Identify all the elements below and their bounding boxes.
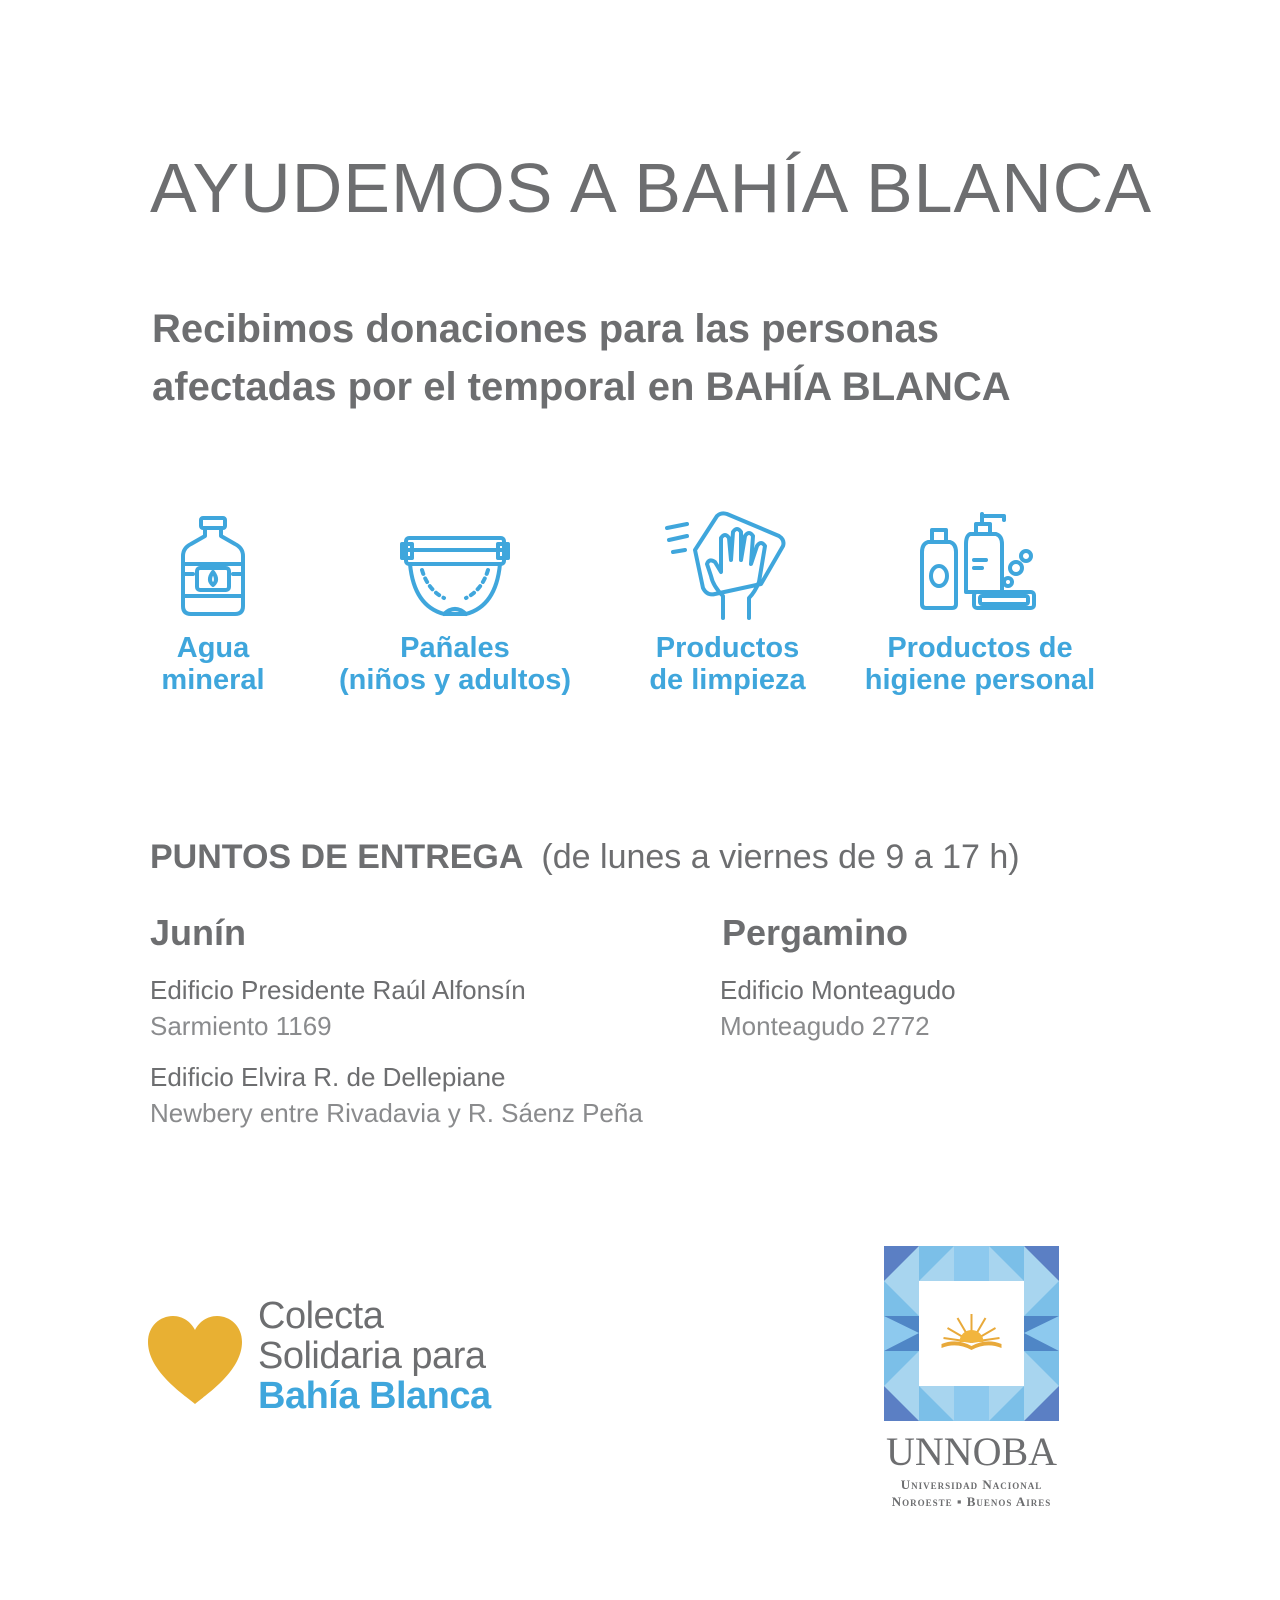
page-subtitle <box>152 300 1152 416</box>
hygiene-products-icon <box>920 510 1040 620</box>
item-label-cleaning: Productos de limpieza <box>649 632 806 696</box>
location-address: Newbery entre Rivadavia y R. Sáenz Peña <box>150 1098 643 1128</box>
water-jug-icon <box>173 510 253 620</box>
subtitle-line-2: afectadas por el temporal en BAHÍA BLANCA <box>152 365 1011 409</box>
donation-item-water <box>138 510 288 696</box>
delivery-heading <box>150 838 1020 877</box>
page-title: AYUDEMOS A BAHÍA BLANCA <box>150 149 1153 227</box>
unnoba-emblem-icon <box>884 1246 1059 1421</box>
item-label-hygiene: Productos de higiene personal <box>864 632 1096 696</box>
delivery-title: PUNTOS DE ENTREGA <box>150 838 524 876</box>
item-label-water: Agua mineral <box>161 632 265 696</box>
location-name: Edificio Monteagudo <box>720 975 956 1005</box>
city-pergamino: Pergamino <box>722 912 909 953</box>
donation-item-diapers <box>330 510 580 696</box>
location-alfonsin <box>150 972 526 1044</box>
location-name: Edificio Presidente Raúl Alfonsín <box>150 975 526 1005</box>
cleaning-hand-icon <box>665 510 790 620</box>
diaper-icon <box>400 510 510 620</box>
location-address: Sarmiento 1169 <box>150 1011 332 1041</box>
colecta-logo-text: Colecta Solidaria para Bahía Blanca <box>258 1295 491 1417</box>
unnoba-subtitle: Universidad Nacional Noroeste ▪ Buenos Aires <box>891 1477 1052 1509</box>
location-address: Monteagudo 2772 <box>720 1011 930 1041</box>
unnoba-wordmark: UNNOBA <box>885 1429 1058 1474</box>
item-label-diapers: Pañales (niños y adultos) <box>339 632 571 696</box>
donation-item-cleaning <box>625 510 830 696</box>
donation-item-hygiene <box>855 510 1105 696</box>
city-junin: Junín <box>150 912 246 953</box>
location-name: Edificio Elvira R. de Dellepiane <box>150 1062 506 1092</box>
location-dellepiane <box>150 1059 643 1131</box>
delivery-hours: (de lunes a viernes de 9 a 17 h) <box>541 838 1020 876</box>
location-monteagudo <box>720 972 956 1044</box>
heart-icon <box>146 1314 244 1406</box>
subtitle-line-1: Recibimos donaciones para las personas <box>152 307 939 351</box>
